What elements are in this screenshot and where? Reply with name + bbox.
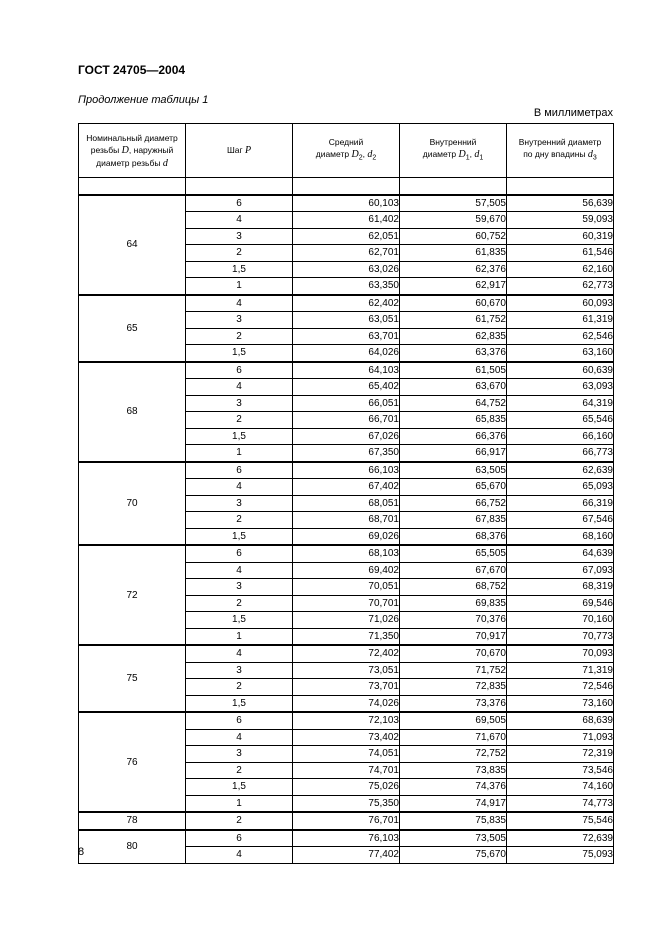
- mean-diameter-cell: 67,350: [293, 445, 400, 462]
- minor-diameter-cell: 61,505: [400, 362, 507, 379]
- mean-diameter-cell: 60,103: [293, 195, 400, 212]
- minor-diameter-cell: 57,505: [400, 195, 507, 212]
- mean-diameter-cell: 68,051: [293, 495, 400, 512]
- mean-diameter-cell: 63,350: [293, 278, 400, 295]
- diameter-group: [79, 295, 614, 362]
- pitch-cell: 2: [186, 762, 293, 779]
- pitch-cell: 2: [186, 679, 293, 696]
- header-gap-row: [79, 178, 614, 195]
- mean-diameter-cell: 75,350: [293, 795, 400, 812]
- mean-diameter-cell: 69,026: [293, 528, 400, 545]
- root-diameter-cell: 62,639: [507, 462, 614, 479]
- header-mean-diameter: Средний диаметр $D_2$, $d_2$: [293, 124, 400, 178]
- minor-diameter-cell: 65,835: [400, 412, 507, 429]
- diameter-group: [79, 830, 614, 864]
- minor-diameter-cell: 73,505: [400, 830, 507, 847]
- root-diameter-cell: 62,546: [507, 328, 614, 345]
- document-header: ГОСТ 24705—2004: [78, 63, 186, 77]
- minor-diameter-cell: 75,835: [400, 812, 507, 830]
- root-diameter-cell: 60,319: [507, 228, 614, 245]
- mean-diameter-cell: 73,051: [293, 662, 400, 679]
- pitch-cell: 6: [186, 362, 293, 379]
- nominal-diameter-cell: 65: [79, 295, 186, 362]
- minor-diameter-cell: 67,835: [400, 512, 507, 529]
- mean-diameter-cell: 69,402: [293, 562, 400, 579]
- pitch-cell: 2: [186, 412, 293, 429]
- mean-diameter-cell: 75,026: [293, 779, 400, 796]
- minor-diameter-cell: 66,376: [400, 428, 507, 445]
- root-diameter-cell: 66,160: [507, 428, 614, 445]
- root-diameter-cell: 66,319: [507, 495, 614, 512]
- minor-diameter-cell: 66,752: [400, 495, 507, 512]
- root-diameter-cell: 72,546: [507, 679, 614, 696]
- mean-diameter-cell: 76,103: [293, 830, 400, 847]
- pitch-cell: 6: [186, 195, 293, 212]
- nominal-diameter-cell: 72: [79, 545, 186, 645]
- minor-diameter-cell: 69,835: [400, 595, 507, 612]
- table-header: [79, 124, 614, 195]
- pitch-cell: 1,5: [186, 428, 293, 445]
- minor-diameter-cell: 64,752: [400, 395, 507, 412]
- units-note: В миллиметрах: [533, 107, 613, 119]
- minor-diameter-cell: 65,505: [400, 545, 507, 562]
- pitch-cell: 1,5: [186, 345, 293, 362]
- mean-diameter-cell: 74,051: [293, 746, 400, 763]
- table-row: [79, 195, 614, 212]
- mean-diameter-cell: 77,402: [293, 847, 400, 864]
- mean-diameter-cell: 66,701: [293, 412, 400, 429]
- root-diameter-cell: 70,160: [507, 612, 614, 629]
- pitch-cell: 1,5: [186, 779, 293, 796]
- nominal-diameter-cell: 78: [79, 812, 186, 830]
- diameter-group: [79, 645, 614, 712]
- minor-diameter-cell: 63,505: [400, 462, 507, 479]
- minor-diameter-cell: 62,376: [400, 261, 507, 278]
- root-diameter-cell: 73,160: [507, 695, 614, 712]
- pitch-cell: 1,5: [186, 695, 293, 712]
- minor-diameter-cell: 61,752: [400, 312, 507, 329]
- minor-diameter-cell: 74,917: [400, 795, 507, 812]
- minor-diameter-cell: 62,917: [400, 278, 507, 295]
- root-diameter-cell: 67,093: [507, 562, 614, 579]
- pitch-cell: 4: [186, 479, 293, 496]
- minor-diameter-cell: 63,376: [400, 345, 507, 362]
- diameter-group: [79, 362, 614, 462]
- minor-diameter-cell: 68,752: [400, 579, 507, 596]
- minor-diameter-cell: 73,835: [400, 762, 507, 779]
- pitch-cell: 1,5: [186, 528, 293, 545]
- root-diameter-cell: 73,546: [507, 762, 614, 779]
- table-row: [79, 462, 614, 479]
- pitch-cell: 2: [186, 812, 293, 830]
- pitch-cell: 4: [186, 729, 293, 746]
- minor-diameter-cell: 71,670: [400, 729, 507, 746]
- mean-diameter-cell: 63,051: [293, 312, 400, 329]
- root-diameter-cell: 70,093: [507, 645, 614, 662]
- root-diameter-cell: 67,546: [507, 512, 614, 529]
- table-row: [79, 362, 614, 379]
- diameter-group: [79, 545, 614, 645]
- mean-diameter-cell: 70,051: [293, 579, 400, 596]
- mean-diameter-cell: 71,026: [293, 612, 400, 629]
- table-row: [79, 812, 614, 830]
- minor-diameter-cell: 74,376: [400, 779, 507, 796]
- mean-diameter-cell: 76,701: [293, 812, 400, 830]
- minor-diameter-cell: 70,917: [400, 628, 507, 645]
- mean-diameter-cell: 67,026: [293, 428, 400, 445]
- mean-diameter-cell: 62,701: [293, 245, 400, 262]
- minor-diameter-cell: 73,376: [400, 695, 507, 712]
- pitch-cell: 3: [186, 312, 293, 329]
- root-diameter-cell: 75,093: [507, 847, 614, 864]
- pitch-cell: 3: [186, 746, 293, 763]
- pitch-cell: 1: [186, 795, 293, 812]
- root-diameter-cell: 71,319: [507, 662, 614, 679]
- pitch-cell: 3: [186, 662, 293, 679]
- pitch-cell: 3: [186, 579, 293, 596]
- root-diameter-cell: 66,773: [507, 445, 614, 462]
- mean-diameter-cell: 63,026: [293, 261, 400, 278]
- pitch-cell: 4: [186, 379, 293, 396]
- pitch-cell: 3: [186, 395, 293, 412]
- minor-diameter-cell: 63,670: [400, 379, 507, 396]
- header-row: [79, 124, 614, 178]
- mean-diameter-cell: 65,402: [293, 379, 400, 396]
- pitch-cell: 4: [186, 847, 293, 864]
- diameter-group: [79, 712, 614, 812]
- minor-diameter-cell: 60,752: [400, 228, 507, 245]
- root-diameter-cell: 64,319: [507, 395, 614, 412]
- pitch-cell: 1: [186, 278, 293, 295]
- minor-diameter-cell: 71,752: [400, 662, 507, 679]
- header-minor-diameter: Внутренний диаметр $D_1$, $d_1$: [400, 124, 507, 178]
- pitch-cell: 2: [186, 328, 293, 345]
- minor-diameter-cell: 72,752: [400, 746, 507, 763]
- table-row: [79, 830, 614, 847]
- minor-diameter-cell: 65,670: [400, 479, 507, 496]
- minor-diameter-cell: 72,835: [400, 679, 507, 696]
- minor-diameter-cell: 70,376: [400, 612, 507, 629]
- minor-diameter-cell: 75,670: [400, 847, 507, 864]
- table-row: [79, 545, 614, 562]
- mean-diameter-cell: 61,402: [293, 212, 400, 229]
- pitch-cell: 6: [186, 462, 293, 479]
- root-diameter-cell: 63,093: [507, 379, 614, 396]
- root-diameter-cell: 75,546: [507, 812, 614, 830]
- root-diameter-cell: 72,639: [507, 830, 614, 847]
- root-diameter-cell: 60,093: [507, 295, 614, 312]
- root-diameter-cell: 68,639: [507, 712, 614, 729]
- table-row: [79, 295, 614, 312]
- mean-diameter-cell: 74,026: [293, 695, 400, 712]
- diameter-group: [79, 462, 614, 546]
- mean-diameter-cell: 62,402: [293, 295, 400, 312]
- minor-diameter-cell: 69,505: [400, 712, 507, 729]
- mean-diameter-cell: 68,701: [293, 512, 400, 529]
- nominal-diameter-cell: 68: [79, 362, 186, 462]
- root-diameter-cell: 71,093: [507, 729, 614, 746]
- root-diameter-cell: 69,546: [507, 595, 614, 612]
- pitch-cell: 4: [186, 562, 293, 579]
- nominal-diameter-cell: 75: [79, 645, 186, 712]
- root-diameter-cell: 74,160: [507, 779, 614, 796]
- table-row: [79, 712, 614, 729]
- pitch-cell: 6: [186, 712, 293, 729]
- pitch-cell: 3: [186, 228, 293, 245]
- pitch-cell: 1: [186, 628, 293, 645]
- pitch-cell: 4: [186, 295, 293, 312]
- root-diameter-cell: 70,773: [507, 628, 614, 645]
- minor-diameter-cell: 70,670: [400, 645, 507, 662]
- mean-diameter-cell: 73,701: [293, 679, 400, 696]
- nominal-diameter-cell: 64: [79, 195, 186, 295]
- mean-diameter-cell: 70,701: [293, 595, 400, 612]
- root-diameter-cell: 65,546: [507, 412, 614, 429]
- mean-diameter-cell: 71,350: [293, 628, 400, 645]
- root-diameter-cell: 59,093: [507, 212, 614, 229]
- mean-diameter-cell: 72,402: [293, 645, 400, 662]
- pitch-cell: 4: [186, 645, 293, 662]
- mean-diameter-cell: 74,701: [293, 762, 400, 779]
- mean-diameter-cell: 62,051: [293, 228, 400, 245]
- root-diameter-cell: 64,639: [507, 545, 614, 562]
- root-diameter-cell: 68,319: [507, 579, 614, 596]
- header-pitch: Шаг P: [186, 124, 293, 178]
- minor-diameter-cell: 59,670: [400, 212, 507, 229]
- mean-diameter-cell: 63,701: [293, 328, 400, 345]
- minor-diameter-cell: 66,917: [400, 445, 507, 462]
- mean-diameter-cell: 66,103: [293, 462, 400, 479]
- root-diameter-cell: 62,160: [507, 261, 614, 278]
- root-diameter-cell: 63,160: [507, 345, 614, 362]
- pitch-cell: 1,5: [186, 261, 293, 278]
- root-diameter-cell: 56,639: [507, 195, 614, 212]
- page-number: 8: [78, 846, 85, 858]
- table-row: [79, 645, 614, 662]
- header-root-diameter: Внутренний диаметр по дну впадины $d_3$: [507, 124, 614, 178]
- mean-diameter-cell: 73,402: [293, 729, 400, 746]
- root-diameter-cell: 61,546: [507, 245, 614, 262]
- nominal-diameter-cell: 76: [79, 712, 186, 812]
- root-diameter-cell: 62,773: [507, 278, 614, 295]
- root-diameter-cell: 61,319: [507, 312, 614, 329]
- mean-diameter-cell: 72,103: [293, 712, 400, 729]
- pitch-cell: 3: [186, 495, 293, 512]
- nominal-diameter-cell: 80: [79, 830, 186, 864]
- root-diameter-cell: 74,773: [507, 795, 614, 812]
- nominal-diameter-cell: 70: [79, 462, 186, 546]
- root-diameter-cell: 65,093: [507, 479, 614, 496]
- pitch-cell: 1: [186, 445, 293, 462]
- pitch-cell: 6: [186, 545, 293, 562]
- mean-diameter-cell: 64,026: [293, 345, 400, 362]
- root-diameter-cell: 68,160: [507, 528, 614, 545]
- pitch-cell: 2: [186, 245, 293, 262]
- mean-diameter-cell: 68,103: [293, 545, 400, 562]
- root-diameter-cell: 60,639: [507, 362, 614, 379]
- diameter-group: [79, 195, 614, 295]
- root-diameter-cell: 72,319: [507, 746, 614, 763]
- mean-diameter-cell: 64,103: [293, 362, 400, 379]
- diameter-group: [79, 812, 614, 830]
- pitch-cell: 1,5: [186, 612, 293, 629]
- thread-dimensions-table: [78, 123, 614, 864]
- pitch-cell: 6: [186, 830, 293, 847]
- pitch-cell: 4: [186, 212, 293, 229]
- minor-diameter-cell: 60,670: [400, 295, 507, 312]
- mean-diameter-cell: 67,402: [293, 479, 400, 496]
- mean-diameter-cell: 66,051: [293, 395, 400, 412]
- minor-diameter-cell: 68,376: [400, 528, 507, 545]
- header-nominal-diameter: Номинальный диаметр резьбы D, наружный диаметр резьбы d: [79, 124, 186, 178]
- table-continuation-caption: Продолжение таблицы 1: [78, 94, 209, 106]
- minor-diameter-cell: 67,670: [400, 562, 507, 579]
- pitch-cell: 2: [186, 595, 293, 612]
- minor-diameter-cell: 61,835: [400, 245, 507, 262]
- pitch-cell: 2: [186, 512, 293, 529]
- minor-diameter-cell: 62,835: [400, 328, 507, 345]
